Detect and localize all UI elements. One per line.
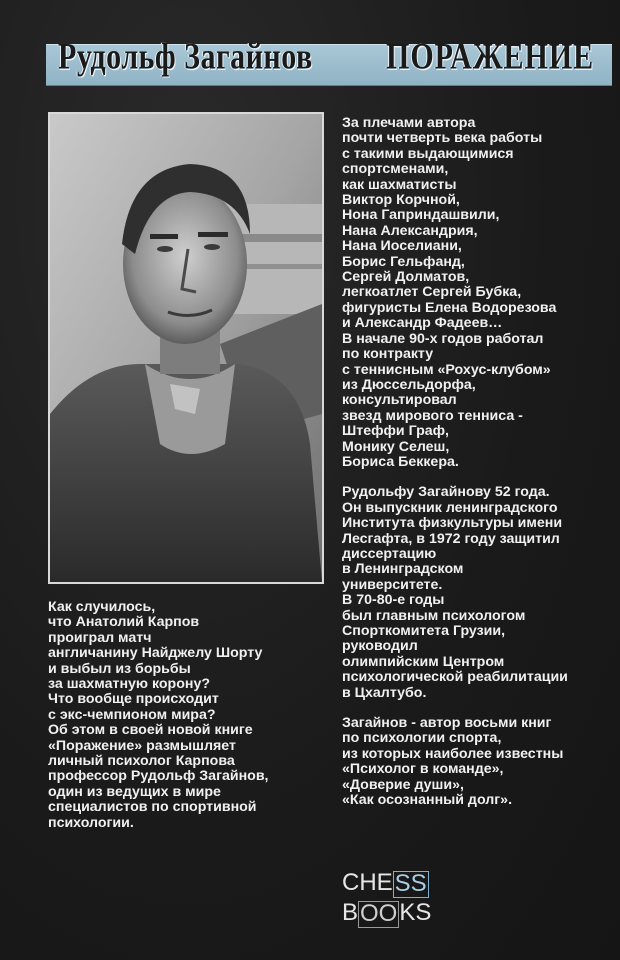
books-paragraph: Загайнов - автор восьми книг по психологии спорта, из которых наиболее известны «Психолог в команде», «Доверие души», «Как осознанный долг». [342, 715, 564, 809]
portrait-illustration [50, 114, 322, 582]
summary-paragraph: Как случилось, что Анатолий Карпов проиграл матч англичанину Найджелу Шорту и выбыл из борьбы за шахматную корону? Что вообще происходит с экс-чемпионом мира? Об этом в своей новой книге «Поражение» размышляет личный психолог Карпова профессор Рудольф Загайнов, один из ведущих в мире специалистов по спортивной психологии. [48, 599, 269, 831]
career-paragraph: За плечами автора почти четверть века работы с такими выдающимися спортсменами, как шахматисты Виктор Корчной, Нона Гаприндашвили, Нана Александрия, Нана Иоселиани, Борис Гельфанд, Сергей Долматов, легкоатлет Сергей Бубка, фигуристы Елена Водорезова и Александр Фадеев… В начале 90-х годов работал по контракту с теннисным «Рохус-клубом» из Дюссельдорфа, консультировал звезд мирового тенниса - Штеффи Граф, Монику Селеш, Бориса Беккера. [342, 115, 557, 470]
book-title: ПОРАЖЕНИЕ [386, 36, 595, 78]
chess-books-logo [342, 868, 431, 928]
logo-line-1: CHE SS [342, 869, 427, 897]
left-text-column [48, 600, 324, 831]
right-text-column [342, 116, 618, 808]
biography-paragraph: Рудольфу Загайнову 52 года. Он выпускник ленинградского Института физкультуры имени Лесгафта, в 1972 году защитил диссертацию в Ленинградском университете. В 70-80-е годы был главным психологом Спорткомитета Грузии, руководил олимпийским Центром психологической реабилитации в Цхалтубо. [342, 484, 568, 701]
author-portrait [48, 112, 324, 584]
author-name: Рудольф Загайнов [58, 36, 313, 78]
logo-line-2: B OO KS [342, 899, 432, 927]
